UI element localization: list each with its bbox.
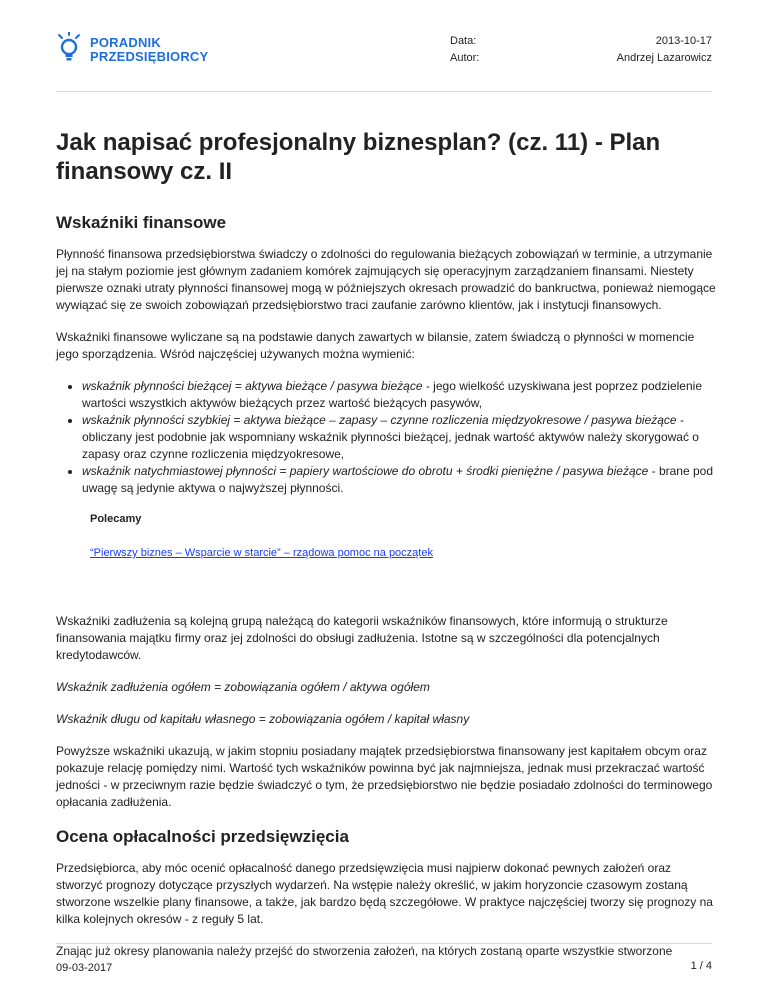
recommend-title: Polecamy: [90, 513, 142, 525]
header-divider: [56, 91, 712, 92]
paragraph: Płynność finansowa przedsiębiorstwa świadczy o zdolności do regulowania bieżących zobowiązań w terminie, a utrzymanie jej na stałym poziomie jest głównym zadaniem komórek zajmujących się operacyjnym zarządzaniem finansami. Niestety pierwsze oznaki utraty płynności finansowej mogą w późniejszych okresach prowadzić do bankructwa, ponieważ niemogące wywiązać się ze swoich zobowiązań przedsiębiorstwo traci zaufanie zarówno klientów, jak i instytucji finansowych.: [56, 247, 716, 312]
paragraph: Przedsiębiorca, aby móc ocenić opłacalność danego przedsięwzięcia musi najpierw dokonać pewnych założeń oraz stworzyć prognozy dotyczące przyszłych wydarzeń. Na wstępie należy określić, w jakim horyzoncie czasowym zostaną stworzone wszelkie plany finansowe, a także, jak bardzo będą szczegółowe. W praktyce najczęściej tworzy się prognozy na kilka kolejnych okresów - z reguły 5 lat.: [56, 861, 713, 926]
page-number: 1 / 4: [690, 960, 712, 972]
paragraph: Znając już okresy planowania należy przejść do stworzenia założeń, na których zostaną oparte wszystkie stworzone: [56, 944, 673, 958]
recommend-link[interactable]: “Pierwszy biznes – Wsparcie w starcie” – rządowa pomoc na początek: [90, 547, 433, 559]
article-title: Jak napisać profesjonalny biznesplan? (cz. 11) - Plan finansowy cz. II: [56, 129, 661, 185]
recommend-box: [56, 511, 716, 561]
brand-name: [90, 36, 208, 64]
date-label: Data:: [450, 35, 477, 47]
formula-text: wskaźnik płynności bieżącej = aktywa bieżące / pasywa bieżące: [82, 379, 423, 393]
list-item: [82, 378, 716, 412]
indicator-list: [56, 378, 716, 497]
footer-date: 09-03-2017: [56, 962, 113, 974]
brand-logo[interactable]: [56, 30, 236, 72]
author-value: Andrzej Lazarowicz: [616, 52, 712, 64]
list-item: [82, 412, 716, 463]
date-value: 2013-10-17: [655, 35, 712, 47]
section-heading-indicators: Wskaźniki finansowe: [56, 213, 227, 232]
brand-line-1: PORADNIK: [90, 35, 161, 50]
footer-divider: [56, 943, 712, 944]
meta-values: [617, 33, 712, 67]
item-description: - obliczany jest podobnie jak wspomniany wskaźnik płynności bieżącej, jednak wartość aktywów należy skorygować o zapasy oraz czynne rozliczenia międzyokresowe,: [82, 413, 699, 461]
paragraph: Wskaźniki zadłużenia są kolejną grupą należącą do kategorii wskaźników finansowych, które informują o strukturze finansowania majątku firmy oraz jej zdolności do obsługi zadłużenia. Istotne są w szczególności dla potencjalnych kredytodawców.: [56, 614, 668, 662]
meta-labels: [450, 33, 479, 67]
formula-debt-ratio: Wskaźnik zadłużenia ogółem = zobowiązania ogółem / aktywa ogółem: [56, 680, 430, 694]
item-description: - brane pod uwagę są jedynie aktywa o najwyższej płynności.: [82, 464, 714, 495]
brand-line-2: PRZEDSIĘBIORCY: [90, 49, 209, 64]
list-item: [82, 463, 716, 497]
formula-debt-equity: Wskaźnik długu od kapitału własnego = zobowiązania ogółem / kapitał własny: [56, 712, 470, 726]
paragraph: Wskaźniki finansowe wyliczane są na podstawie danych zawartych w bilansie, zatem świadczą o płynności w momencie jego sporządzenia. Wśród najczęściej używanych można wymienić:: [56, 330, 695, 361]
section-heading-profitability: Ocena opłacalności przedsięwzięcia: [56, 827, 349, 846]
item-description: - jego wielkość uzyskiwana jest poprzez podzielenie wartości wszystkich aktywów bieżących przez wartość bieżących pasywów,: [82, 379, 702, 410]
formula-text: wskaźnik natychmiastowej płynności = papiery wartościowe do obrotu + środki pieniężne / pasywa bieżące: [82, 464, 649, 478]
paragraph: Powyższe wskaźniki ukazują, w jakim stopniu posiadany majątek przedsiębiorstwa finansowany jest kapitałem obcym oraz pokazuje relację pomiędzy nimi. Wartość tych wskaźników powinna być jak najmniejsza, jednak musi przekraczać wartość jedności - w przeciwnym razie będzie świadczyć o tym, że przedsiębiorstwo nie będzie posiadało zdolności do terminowego opłacania zadłużenia.: [56, 744, 713, 809]
lightbulb-icon: [56, 32, 82, 64]
formula-text: wskaźnik płynności szybkiej = aktywa bieżące – zapasy – czynne rozliczenia międzyokresowe / pasywa bieżące: [82, 413, 677, 427]
author-label: Autor:: [450, 52, 480, 64]
article-content: [56, 128, 716, 975]
